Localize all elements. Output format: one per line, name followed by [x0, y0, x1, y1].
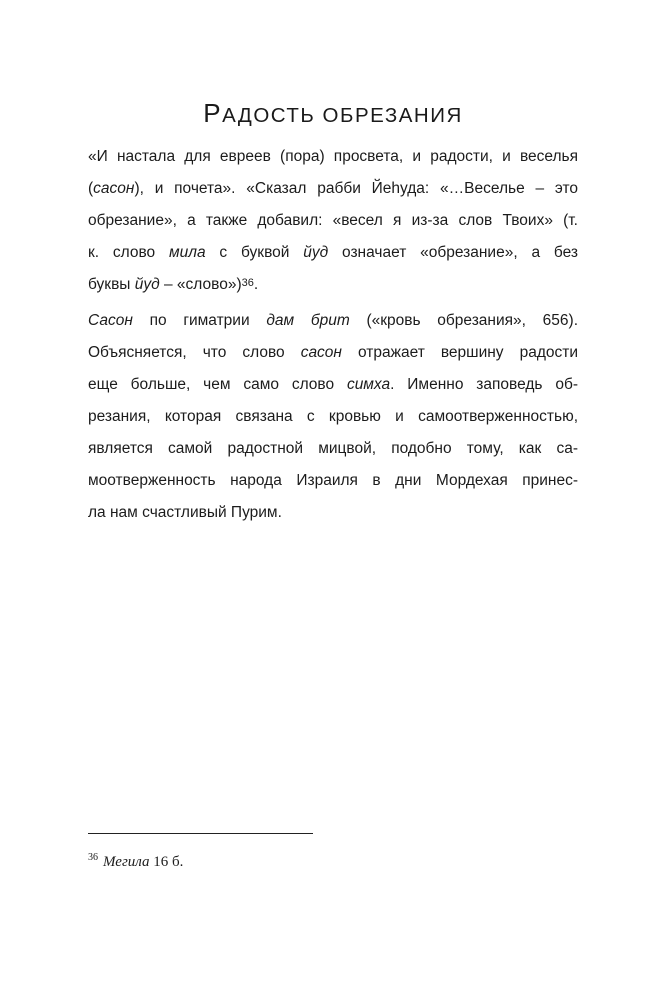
text-segment: «И настала для евреев (пора) просвета, и радости, и веселья [88, 148, 578, 165]
text-segment: обрезание», а также добавил: «весел я из-за слов Твоих» (т. [88, 212, 578, 229]
text-segment: еще больше, чем само слово [88, 376, 347, 393]
footnote [88, 847, 578, 873]
text-segment: Сасон [88, 312, 133, 329]
text-line [88, 141, 578, 173]
text-line [88, 269, 578, 302]
title-lead-letter: Р [203, 98, 223, 128]
text-segment: 16 б. [149, 854, 184, 870]
text-segment: – «слово») [159, 276, 242, 293]
text-segment: ( [88, 180, 94, 197]
title-rest-text: АДОСТЬ ОБРЕЗАНИЯ [222, 104, 463, 127]
text-segment: йуд [134, 276, 160, 293]
text-segment: буквы [88, 276, 135, 293]
text-line [88, 465, 578, 497]
text-segment: сасон [300, 344, 342, 361]
text-segment: ла нам счастливый Пурим. [88, 504, 282, 521]
text-segment: моотверженность народа Израиля в дни Мордехая принес- [88, 472, 578, 489]
text-segment: йуд [303, 244, 329, 261]
text-segment: («кровь обрезания», 656). [349, 312, 579, 329]
text-line [88, 401, 578, 433]
body-text [88, 141, 578, 529]
text-line [88, 173, 578, 205]
text-segment: означает «обрезание», а без [328, 244, 578, 261]
footnote-separator-rule [88, 833, 313, 834]
text-segment: мила [169, 244, 206, 261]
text-segment: отражает вершину радости [341, 344, 578, 361]
text-segment: . Именно заповедь об- [390, 376, 578, 393]
paragraph [88, 141, 578, 302]
text-line [88, 237, 578, 269]
text-line [88, 305, 578, 337]
footnote-reference: 36 [241, 276, 254, 289]
text-segment: резания, которая связана с кровью и самоотверженностью, [88, 408, 578, 425]
text-segment: симха [346, 376, 391, 393]
paragraph [88, 305, 578, 529]
page-title [88, 93, 578, 130]
footnote-text [103, 854, 183, 870]
text-segment: Мегила [103, 854, 150, 870]
text-segment: . [253, 276, 259, 293]
text-line [88, 433, 578, 465]
footnote-marker: 36 [88, 852, 98, 863]
text-segment: сасон [93, 180, 135, 197]
text-segment: с буквой [205, 244, 304, 261]
text-line [88, 205, 578, 237]
text-line [88, 369, 578, 401]
text-segment: Объясняется, что слово [88, 344, 301, 361]
text-segment: является самой радостной мицвой, подобно тому, как са- [88, 440, 578, 457]
text-line [88, 497, 578, 529]
text-segment: ), и почета». «Сказал рабби Йеhуда: «…Веселье – это [134, 180, 578, 197]
text-segment: по гиматрии [132, 312, 267, 329]
text-segment: дам брит [266, 312, 350, 329]
text-line [88, 337, 578, 369]
text-segment: к. слово [88, 244, 169, 261]
